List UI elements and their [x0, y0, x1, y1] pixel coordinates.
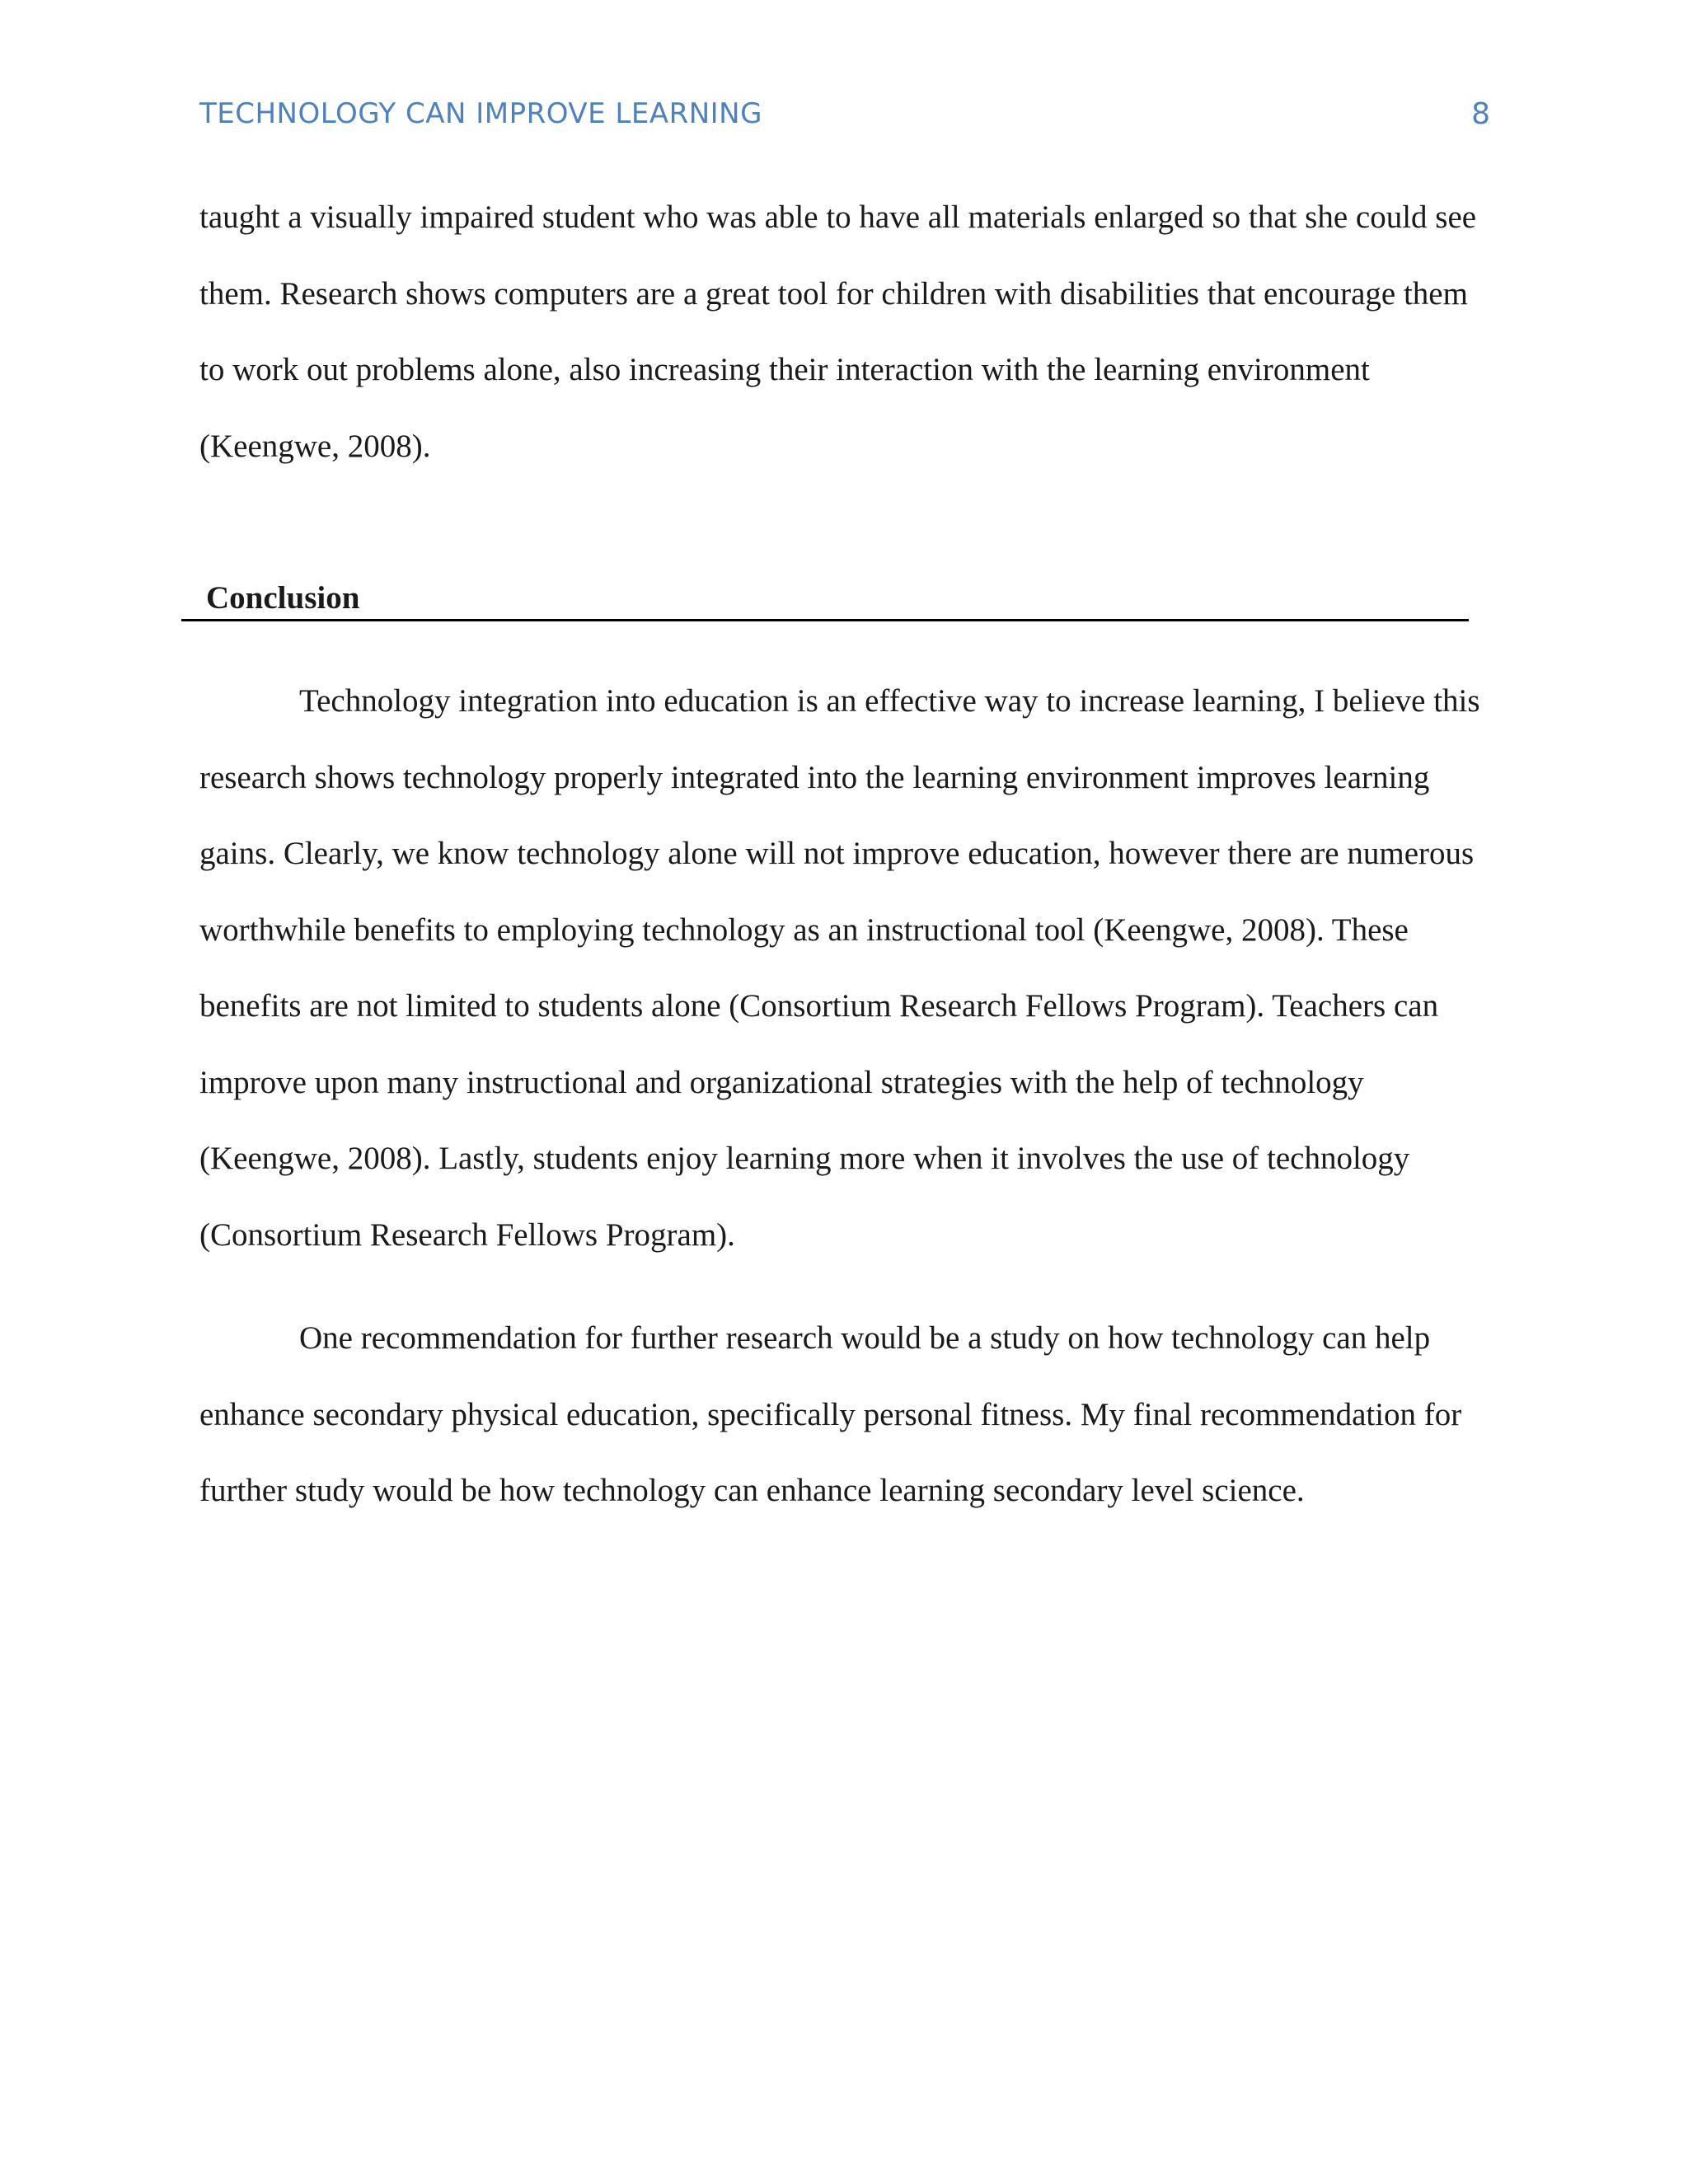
page-number: 8 — [1471, 97, 1490, 131]
conclusion-paragraph-2: One recommendation for further research would be a study on how technology can help enhance secondary physical education, specifically personal fitness. My final recommendation for further study would be how technology can enhance learning secondary level science. — [199, 1320, 1462, 1508]
heading-underline-rule — [181, 619, 1469, 621]
paragraph-continued: taught a visually impaired student who was able to have all materials enlarged so that she could see them. Research shows computers are a great tool for children with disabilities that encourage them to work out problems alone, also increasing their interaction with the learning environment (Keengwe, 2008). — [199, 199, 1477, 464]
conclusion-paragraph-1: Technology integration into education is an effective way to increase learning, I believe this research shows technology properly integrated into the learning environment improves learning gains. Clearly, we know technology alone will not improve education, however there are numerous worthwhile benefits to employing technology as an instructional tool (Keengwe, 2008). These benefits are not limited to students alone (Consortium Research Fellows Program). Teachers can improve upon many instructional and organizational strategies with the help of technology (Keengwe, 2008). Lastly, students enjoy learning more when it involves the use of technology (Consortium Research Fellows Program). — [199, 683, 1480, 1253]
section-heading-conclusion: Conclusion — [206, 580, 360, 616]
running-head: TECHNOLOGY CAN IMPROVE LEARNING — [199, 97, 762, 130]
